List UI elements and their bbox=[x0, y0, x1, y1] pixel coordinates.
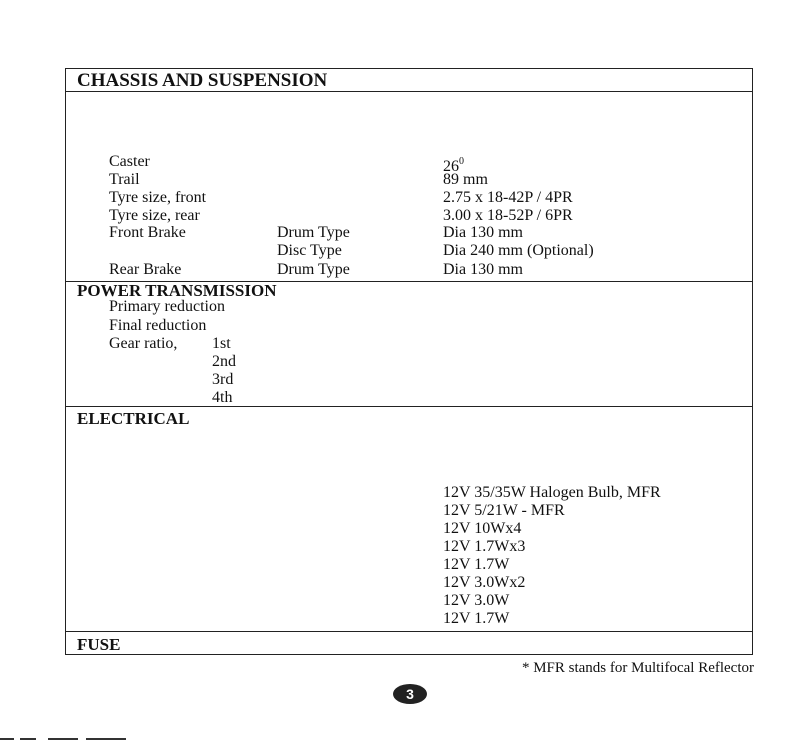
page-number-badge: 3 bbox=[393, 684, 427, 704]
spec-value: 12V 1.7Wx3 bbox=[443, 538, 526, 555]
spec-label: Gear ratio, bbox=[109, 335, 178, 352]
spec-value: 12V 5/21W - MFR bbox=[443, 502, 565, 519]
section-title-fuse: FUSE bbox=[77, 635, 121, 654]
footnote: * MFR stands for Multifocal Reflector bbox=[521, 660, 754, 676]
spec-value: Dia 240 mm (Optional) bbox=[443, 242, 594, 259]
section-title-electrical: ELECTRICAL bbox=[77, 409, 190, 428]
spec-label: Primary reduction bbox=[109, 298, 225, 315]
spec-label: Rear Brake bbox=[109, 261, 182, 278]
spec-value: 12V 1.7W bbox=[443, 556, 510, 573]
spec-label: Caster bbox=[109, 153, 150, 170]
gear-label: 3rd bbox=[212, 371, 234, 388]
spec-label: Tyre size, rear bbox=[109, 207, 200, 224]
gear-label: 1st bbox=[212, 335, 231, 352]
spec-sublabel: Disc Type bbox=[277, 242, 342, 259]
spec-value: 12V 1.7W bbox=[443, 610, 510, 627]
spec-value: 2.75 x 18-42P / 4PR bbox=[443, 189, 573, 206]
spec-label: Tyre size, front bbox=[109, 189, 207, 206]
section-title-power: POWER TRANSMISSION bbox=[77, 281, 277, 300]
gear-label: 2nd bbox=[212, 353, 236, 370]
crop-marks bbox=[0, 738, 130, 741]
section-divider-electrical bbox=[66, 406, 752, 407]
header-divider bbox=[66, 91, 752, 92]
spec-value: 89 mm bbox=[443, 171, 488, 188]
spec-label: Front Brake bbox=[109, 224, 186, 241]
spec-sublabel: Drum Type bbox=[277, 224, 350, 241]
spec-label: Trail bbox=[109, 171, 140, 188]
spec-value: Dia 130 mm bbox=[443, 261, 523, 278]
spec-value: $26^0$ bbox=[443, 156, 464, 175]
spec-value: 3.00 x 18-52P / 6PR bbox=[443, 207, 573, 224]
spec-value: 12V 3.0Wx2 bbox=[443, 574, 526, 591]
gear-label: 4th bbox=[212, 389, 233, 406]
spec-sublabel: Drum Type bbox=[277, 261, 350, 278]
section-title-chassis: CHASSIS AND SUSPENSION bbox=[77, 70, 328, 91]
spec-value: 12V 35/35W Halogen Bulb, MFR bbox=[443, 484, 661, 501]
spec-value: 12V 10Wx4 bbox=[443, 520, 522, 537]
section-divider-fuse bbox=[66, 631, 752, 632]
spec-value: Dia 130 mm bbox=[443, 224, 523, 241]
spec-label: Final reduction bbox=[109, 317, 207, 334]
spec-table bbox=[65, 68, 753, 655]
spec-value: 12V 3.0W bbox=[443, 592, 510, 609]
